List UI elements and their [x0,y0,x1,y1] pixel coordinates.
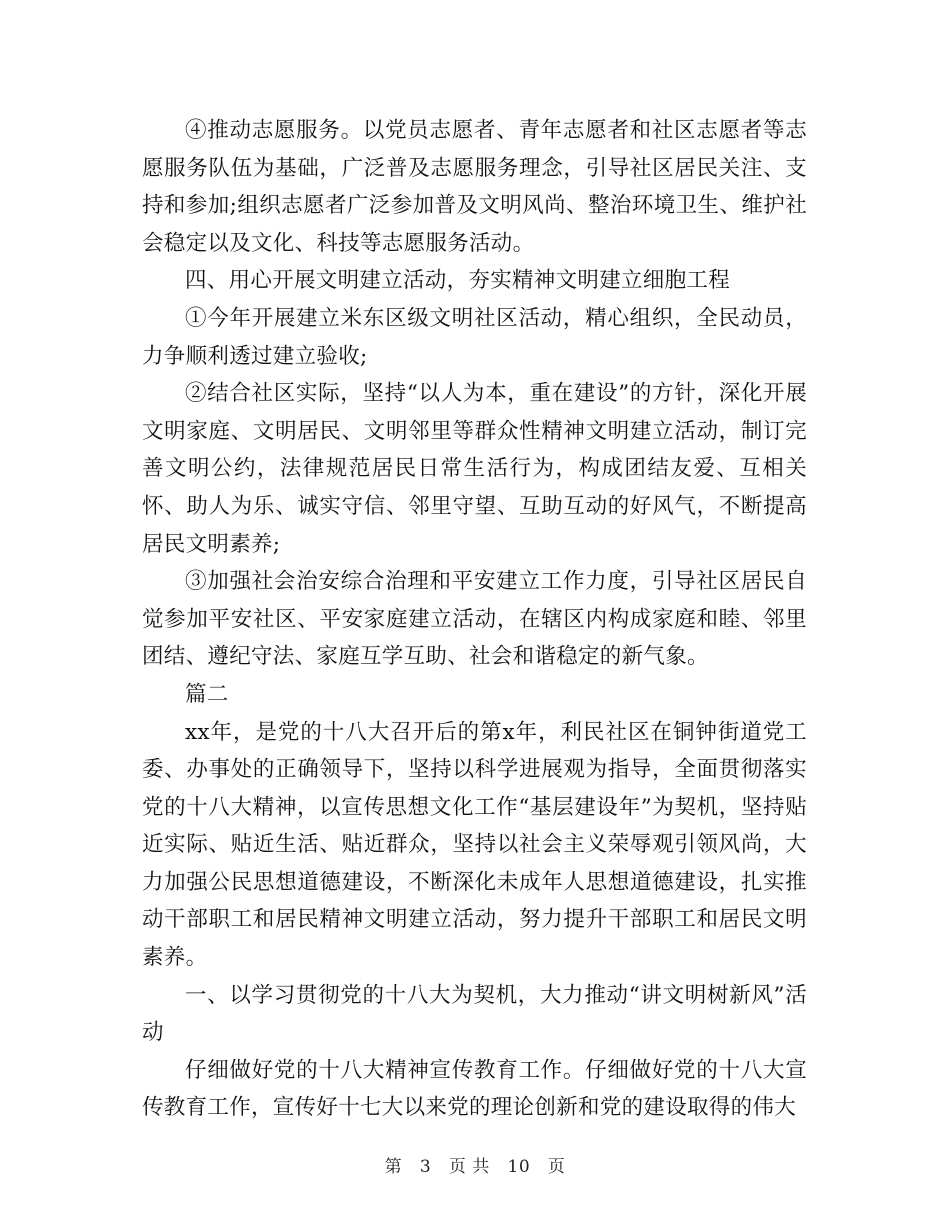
footer-total-pages: 10 [507,1157,531,1177]
section-heading-civilization-activities: 四、用心开展文明建立活动，夯实精神文明建立细胞工程 [185,268,731,294]
footer-middle: 页 共 [448,1157,490,1177]
paragraph-item-3: ③加强社会治安综合治理和平安建立工作力度，引导社区居民自觉参加平安社区、平安家庭建立活动，在辖区内构成家庭和睦、邻里团结、遵纪守法、家庭互学互助、社会和谐稳定的新气象。 [142,569,807,670]
footer-prefix: 第 [384,1157,403,1177]
footer-current-page: 3 [419,1157,432,1177]
section-heading-study-congress: 一、以学习贯彻党的十八大为契机，大力推动“讲文明树新风”活动 [142,982,807,1046]
paragraph-item-1: ①今年开展建立米东区级文明社区活动，精心组织，全民动员，力争顺利透过建立验收; [142,305,807,369]
paragraph-volunteer-service: ④推动志愿服务。以党员志愿者、青年志愿者和社区志愿者等志愿服务队伍为基础，广泛普及志愿服务理念，引导社区居民关注、支持和参加;组织志愿者广泛参加普及文明风尚、整治环境卫生、维护社会稳定以及文化、科技等志愿服务活动。 [142,118,807,256]
page-footer [0,1152,950,1177]
paragraph-intro-part-two: xx年，是党的十八大召开后的第x年，利民社区在铜钟街道党工委、办事处的正确领导下，坚持以科学进展观为指导，全面贯彻落实党的十八大精神，以宣传思想文化工作“基层建设年”为契机，坚持贴近实际、贴近生活、贴近群众，坚持以社会主义荣辱观引领风尚，大力加强公民思想道德建设，不断深化未成年人思想道德建设，扎实推动干部职工和居民精神文明建立活动，努力提升干部职工和居民文明素养。 [142,719,807,971]
paragraph-item-2: ②结合社区实际，坚持“以人为本，重在建设”的方针，深化开展文明家庭、文明居民、文明邻里等群众性精神文明建立活动，制订完善文明公约，法律规范居民日常生活行为，构成团结友爱、互相关怀、助人为乐、诚实守信、邻里守望、互助互动的好风气，不断提高居民文明素养; [142,381,807,557]
section-heading-part-two: 篇二 [185,681,229,707]
document-body [142,112,807,1127]
paragraph-publicity-education: 仔细做好党的十八大精神宣传教育工作。仔细做好党的十八大宣传教育工作，宣传好十七大以来党的理论创新和党的建设取得的伟大 [142,1057,807,1121]
footer-suffix: 页 [547,1157,566,1177]
